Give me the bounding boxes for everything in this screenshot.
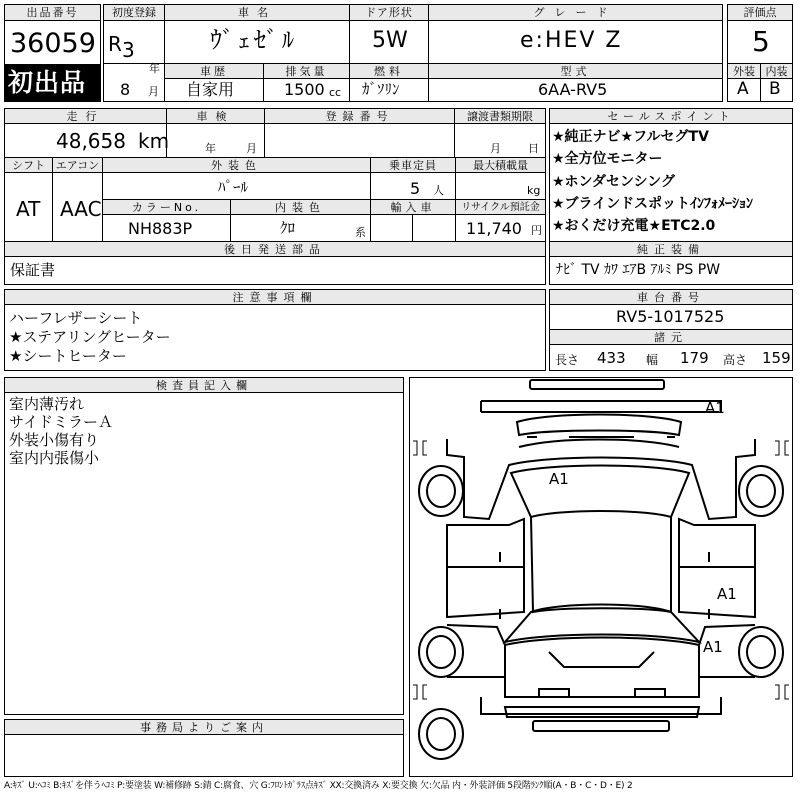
width-label: 幅: [646, 353, 659, 367]
first-listing-text: 初出品: [8, 68, 87, 97]
mileage-unit: km: [138, 129, 170, 153]
max-load-unit: kg: [527, 184, 541, 197]
legend-text: A:ｷｽﾞ U:ﾍｺﾐ B:ｷｽﾞを伴うﾍｺﾐ P:要塗装 W:補修跡 S:錆 C:腐食、穴 G:ﾌﾛﾝﾄｶﾞﾗｽ点ｷｽﾞ XX:交換済み X:要交換 欠:欠品 内・外装評価 5段階ﾗﾝｸ順(A・B・C・D・E) 2: [4, 781, 633, 791]
registration-label: 登録番号: [264, 108, 455, 124]
width-value: 179: [680, 349, 709, 367]
int-color-value: ｸﾛ: [280, 219, 296, 237]
shift-value: AT: [16, 197, 41, 221]
sales-point-1: ★純正ナビ★フルセグTV: [552, 129, 709, 145]
inspection-label: 車検: [166, 108, 265, 124]
grade-label: グレード: [428, 4, 723, 21]
ext-color-value: ﾊﾟｰﾙ: [218, 178, 249, 196]
sales-point-5: ★おくだけ充電★ETC2.0: [552, 218, 716, 234]
score-value: 5: [752, 25, 770, 58]
interior-grade-label: 内装: [760, 63, 793, 79]
damage-mark-right-rear: A1: [703, 638, 723, 656]
genuine-equipment-label: 純正装備: [549, 241, 793, 257]
interior-grade-value: B: [769, 79, 781, 99]
first-reg-month-unit: 月: [148, 85, 159, 98]
damage-mark-front-right: A1: [705, 399, 725, 417]
car-diagram: [409, 377, 793, 777]
note-1: ハーフレザーシート: [9, 309, 143, 327]
sales-point-4: ★ブラインドスポットｲﾝﾌｫﾒｰｼｮﾝ: [552, 196, 753, 212]
transfer-month-unit: 月: [490, 142, 501, 155]
int-color-unit: 系: [355, 226, 366, 239]
inspector-label: 検査員記入欄: [4, 377, 404, 393]
length-label: 長さ: [555, 353, 580, 367]
specs-label: 諸元: [549, 329, 793, 345]
recycle-unit: 円: [531, 224, 542, 237]
inspector-note-4: 室内内張傷小: [9, 449, 100, 467]
displacement-label: 排気量: [263, 63, 350, 79]
capacity-unit: 人: [433, 184, 444, 197]
later-parts-value: 保証書: [10, 261, 56, 279]
shift-label: シフト: [4, 157, 53, 173]
mileage-label: 走行: [4, 108, 167, 124]
int-color-label: 内装色: [230, 199, 371, 215]
notes-label: 注意事項欄: [4, 289, 546, 305]
displacement-unit: cc: [329, 86, 342, 99]
sales-point-2: ★全方位モニター: [552, 151, 663, 167]
damage-mark-right-rear-door: A1: [717, 585, 737, 603]
inspector-note-2: サイドミラーＡ: [9, 413, 113, 431]
car-name-value: ｳﾞｪｾﾞﾙ: [210, 26, 298, 54]
office-label: 事務局よりご案内: [4, 719, 404, 735]
exterior-grade-value: A: [737, 79, 749, 99]
exterior-grade-label: 外装: [727, 63, 761, 79]
ext-color-label: 外装色: [102, 157, 371, 173]
model-value: 6AA-RV5: [538, 80, 608, 99]
max-load-label: 最大積載量: [455, 157, 546, 173]
recycle-label: リサイクル預託金: [455, 199, 546, 215]
height-value: 159: [762, 349, 791, 367]
color-no-label: カラーNo.: [102, 199, 231, 215]
transfer-label: 譲渡書類期限: [454, 108, 546, 124]
fuel-value: ｶﾞｿﾘﾝ: [362, 80, 400, 98]
sales-point-3: ★ホンダセンシング: [552, 174, 676, 190]
inspection-month-unit: 月: [246, 142, 257, 155]
car-name-label: 車名: [164, 4, 350, 21]
note-2: ★ステアリングヒーター: [9, 328, 171, 346]
later-parts-label: 後日発送部品: [4, 241, 546, 257]
capacity-label: 乗車定員: [370, 157, 456, 173]
first-reg-year: 3: [122, 38, 135, 62]
inspection-year-unit: 年: [205, 142, 216, 155]
aircon-value: AAC: [60, 197, 102, 221]
door-value: 5W: [372, 28, 408, 53]
genuine-equipment-value: ﾅﾋﾞ TV ｶﾜ ｴｱB ｱﾙﾐ PS PW: [556, 262, 721, 278]
first-reg-month: 8: [120, 80, 131, 99]
lot-number-label: 出品番号: [4, 4, 101, 21]
history-value: 自家用: [186, 80, 235, 99]
sales-points-label: セールスポイント: [549, 108, 793, 124]
height-label: 高さ: [723, 353, 748, 367]
transfer-day-unit: 日: [528, 142, 539, 155]
fuel-label: 燃料: [349, 63, 429, 79]
chassis-value: RV5-1017525: [616, 307, 725, 326]
first-reg-year-unit: 年: [149, 62, 160, 75]
damage-mark-roof: A1: [549, 470, 569, 488]
chassis-label: 車台番号: [549, 289, 793, 305]
import-label: 輸入車: [370, 199, 456, 215]
score-label: 評価点: [727, 4, 793, 21]
mileage-value: 48,658: [56, 129, 126, 153]
first-reg-label: 初度登録: [103, 4, 165, 21]
recycle-value: 11,740: [466, 219, 522, 238]
capacity-value: 5: [410, 179, 421, 198]
history-label: 車歴: [164, 63, 264, 79]
inspector-note-3: 外装小傷有り: [9, 431, 100, 449]
model-label: 型式: [428, 63, 723, 79]
displacement-value: 1500: [284, 80, 325, 99]
inspector-note-1: 室内薄汚れ: [9, 395, 85, 413]
first-reg-era: R: [108, 32, 122, 56]
door-label: ドア形状: [349, 4, 429, 21]
aircon-label: エアコン: [52, 157, 103, 173]
grade-value: e:HEV Z: [520, 28, 623, 53]
color-no-value: NH883P: [128, 219, 193, 238]
note-3: ★シートヒーター: [9, 347, 127, 365]
lot-number: 36059: [10, 28, 96, 59]
length-value: 433: [597, 349, 626, 367]
